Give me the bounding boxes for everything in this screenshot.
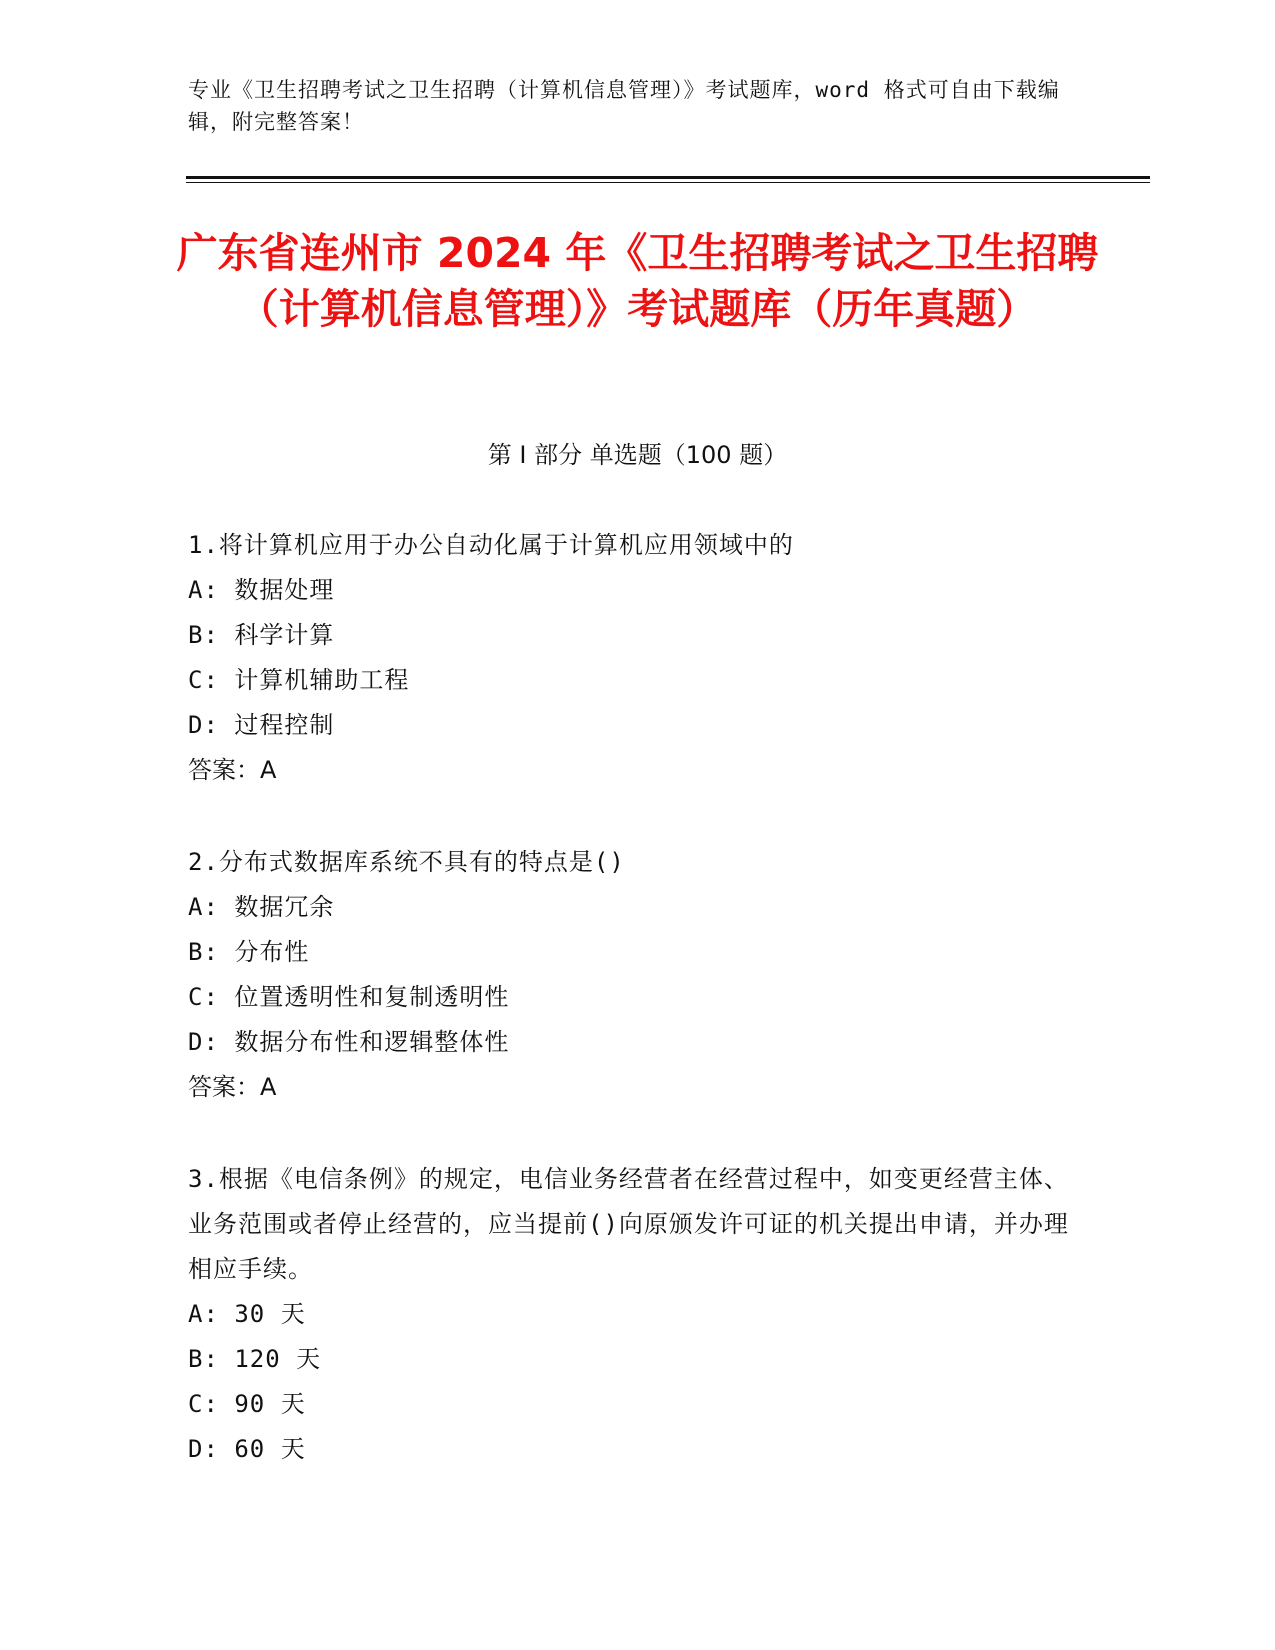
option-b: B: 分布性 <box>188 938 310 966</box>
option-c: C: 位置透明性和复制透明性 <box>188 983 510 1011</box>
option-a: A: 30 天 <box>188 1300 306 1328</box>
option-c: C: 90 天 <box>188 1390 306 1418</box>
answer: 答案：A <box>188 756 277 784</box>
option-d: D: 过程控制 <box>188 711 335 739</box>
option-c: C: 计算机辅助工程 <box>188 666 410 694</box>
header-rule-thick <box>186 176 1150 179</box>
question-stem: 2.分布式数据库系统不具有的特点是() <box>188 848 625 876</box>
header-rule-thin <box>186 182 1150 183</box>
question-stem: 3.根据《电信条例》的规定，电信业务经营者在经营过程中，如变更经营主体、业务范围或者停止经营的，应当提前()向原颁发许可证的机关提出申请，并办理相应手续。 <box>188 1165 1069 1283</box>
document-title: 广东省连州市 2024 年《卫生招聘考试之卫生招聘（计算机信息管理）》考试题库（历年真题） <box>176 229 1099 333</box>
section-heading: 第 I 部分 单选题（100 题） <box>487 441 788 469</box>
option-a: A: 数据冗余 <box>188 893 335 921</box>
question-3 <box>188 1157 1078 1472</box>
option-b: B: 科学计算 <box>188 621 335 649</box>
answer: 答案：A <box>188 1073 277 1101</box>
option-d: D: 数据分布性和逻辑整体性 <box>188 1028 510 1056</box>
header-note: 专业《卫生招聘考试之卫生招聘（计算机信息管理）》考试题库，word 格式可自由下载编辑，附完整答案！ <box>188 78 1060 134</box>
option-a: A: 数据处理 <box>188 576 335 604</box>
question-stem: 1.将计算机应用于办公自动化属于计算机应用领域中的 <box>188 531 794 559</box>
question-2 <box>188 840 1078 1110</box>
option-d: D: 60 天 <box>188 1435 306 1463</box>
question-1 <box>188 523 1078 793</box>
option-b: B: 120 天 <box>188 1345 322 1373</box>
